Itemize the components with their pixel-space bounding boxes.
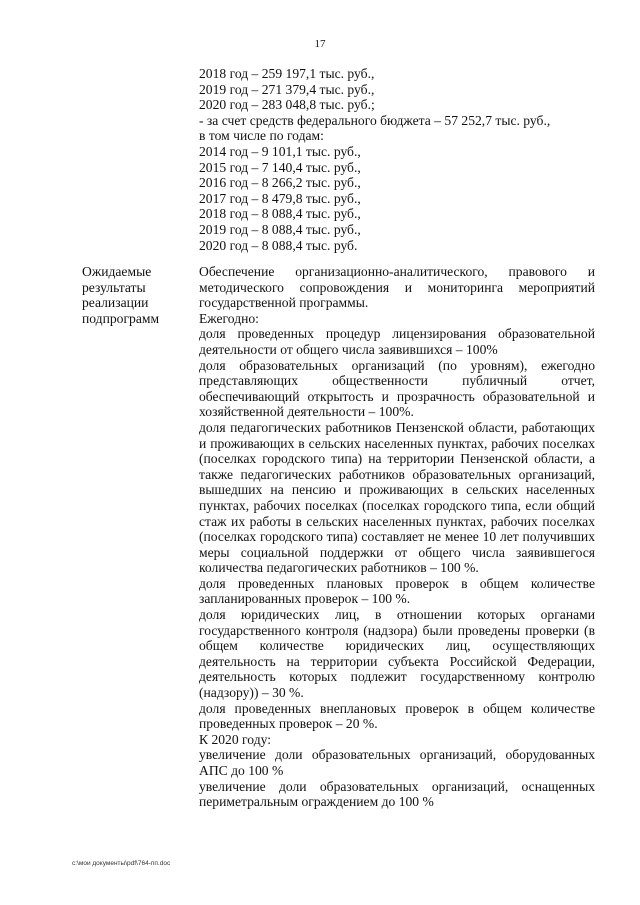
footer-file-path: c:\мои документы\pdf\764-пп.doc bbox=[72, 860, 171, 867]
funding-line: 2017 год – 8 479,8 тыс. руб., bbox=[199, 190, 361, 206]
results-paragraph: Обеспечение организационно-аналитического, правового и методического сопровождения и мониторинга мероприятий государственной программы. bbox=[199, 264, 595, 311]
page-number: 17 bbox=[314, 38, 326, 50]
results-paragraph: доля образовательных организаций (по уровням), ежегодно представляющих общественности публичный отчет, обеспечивающий открытость и прозрачность образовательной и хозяйственной деятельности – 100%. bbox=[199, 357, 595, 420]
funding-line: в том числе по годам: bbox=[199, 128, 324, 144]
results-heading: К 2020 году: bbox=[199, 731, 272, 747]
funding-line: 2020 год – 283 048,8 тыс. руб.; bbox=[199, 97, 375, 113]
funding-line: 2018 год – 8 088,4 тыс. руб., bbox=[199, 206, 361, 222]
section-label-line: реализации bbox=[82, 295, 149, 311]
section-label-line: Ожидаемые bbox=[82, 264, 152, 279]
funding-line: 2019 год – 271 379,4 тыс. руб., bbox=[199, 81, 375, 97]
funding-list bbox=[199, 66, 595, 253]
funding-line: 2019 год – 8 088,4 тыс. руб., bbox=[199, 221, 361, 237]
results-paragraph: доля проведенных внеплановых проверок в общем количестве проведенных проверок – 20 %. bbox=[199, 700, 595, 732]
results-paragraph: доля педагогических работников Пензенской области, работающих и проживающих в сельских населенных пунктах, рабочих поселках (поселках городского типа) на территории Пензенской области, а также педагогических работников образовательных организаций, вышедших на пенсию и проживающих в сельских населенных пунктах, рабочих поселках (поселках городского типа, если общий стаж их работы в сельских населенных пунктах, рабочих поселках (поселках городского типа) составляет не менее 10 лет получивших меры социальной поддержки от общего числа заявившегося количества педагогических работников – 100 %. bbox=[199, 419, 595, 576]
expected-results bbox=[199, 264, 595, 810]
results-paragraph: доля проведенных плановых проверок в общем количестве запланированных проверок – 100 %. bbox=[199, 575, 595, 607]
section-label bbox=[82, 264, 192, 326]
section-label-line: результаты bbox=[82, 279, 146, 295]
funding-line: 2015 год – 7 140,4 тыс. руб., bbox=[199, 159, 361, 175]
results-paragraph: доля проведенных процедур лицензирования образовательной деятельности от общего числа заявившихся – 100% bbox=[199, 326, 595, 357]
results-paragraph: увеличение доли образовательных организаций, оснащенных периметральным ограждением до 100 % bbox=[199, 778, 595, 810]
funding-line: 2014 год – 9 101,1 тыс. руб., bbox=[199, 143, 361, 159]
funding-line: - за счет средств федерального бюджета – 57 252,7 тыс. руб., bbox=[199, 112, 551, 128]
results-paragraph: доля юридических лиц, в отношении которых органами государственного контроля (надзора) были проведены проверки (в общем количестве юридических лиц, осуществляющих деятельность на территории субъекта Российской Федерации, деятельность которых подлежит государственному контролю (надзору)) – 30 %. bbox=[199, 607, 595, 701]
funding-line: 2020 год – 8 088,4 тыс. руб. bbox=[199, 237, 358, 253]
funding-line: 2018 год – 259 197,1 тыс. руб., bbox=[199, 66, 375, 81]
results-heading: Ежегодно: bbox=[199, 310, 259, 326]
section-label-line: подпрограмм bbox=[82, 310, 160, 326]
results-paragraph: увеличение доли образовательных организаций, оборудованных АПС до 100 % bbox=[199, 747, 595, 778]
funding-line: 2016 год – 8 266,2 тыс. руб., bbox=[199, 175, 361, 191]
